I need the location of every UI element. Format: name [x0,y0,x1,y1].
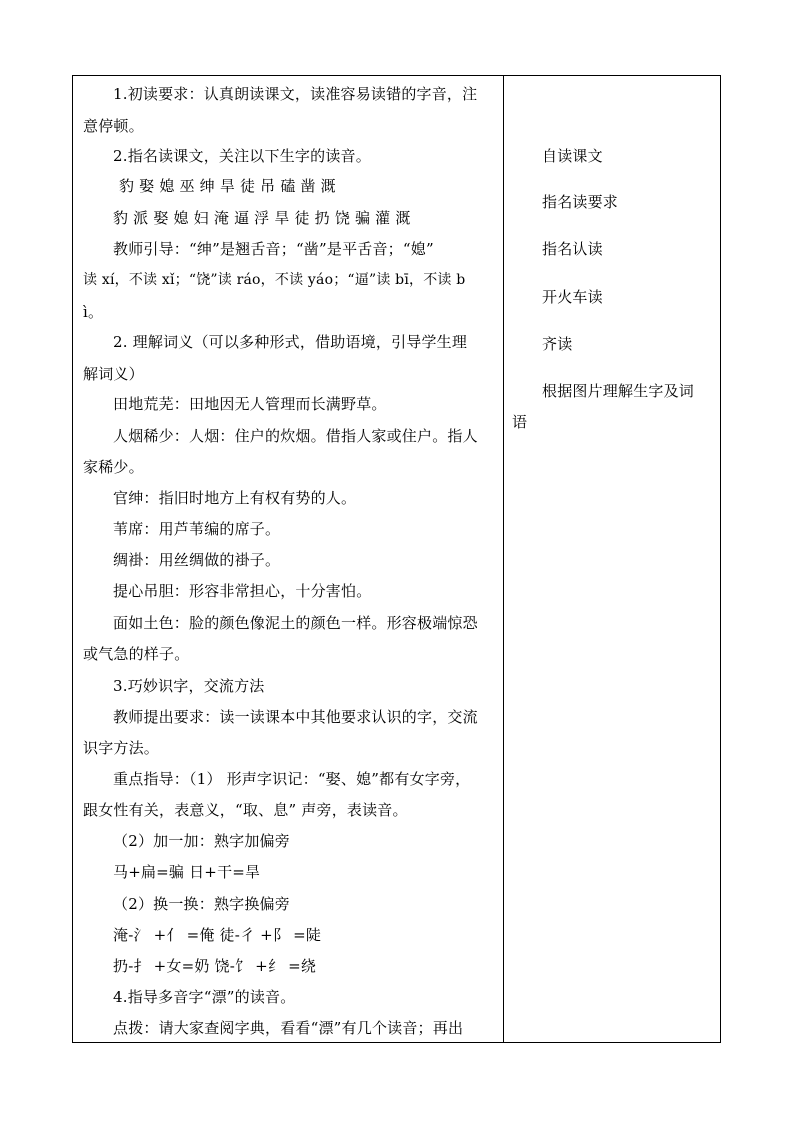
text-line: 苇席：用芦苇编的席子。 [113,520,281,538]
text-line: （2）加一加：熟字加偏旁 [113,832,290,850]
text-line: 教师引导：“绅”是翘舌音；“凿”是平舌音；“媳” [113,240,434,258]
text-line: 2.指名读课文，关注以下生字的读音。 [113,147,371,165]
text-line: 跟女性有关，表意义，“取、息” 声旁，表读音。 [83,801,408,819]
activity-line: 开火车读 [542,288,603,306]
text-line: 马+扁=骗 日+干=旱 [113,863,261,881]
activity-line: 语 [512,413,528,431]
text-line: 扔-扌 +女=奶 饶-饣 +纟 =绕 [113,957,317,975]
text-line: 教师提出要求：读一读课本中其他要求认识的字，交流 [113,708,478,726]
column-divider [503,76,504,1042]
text-line: 家稀少。 [83,458,144,476]
text-line: 或气急的样子。 [83,645,190,663]
text-line: 豹 娶 媳 巫 绅 旱 徒 吊 磕 凿 溉 [119,177,336,195]
text-line: 官绅：指旧时地方上有权有势的人。 [113,489,357,507]
text-line: 1.初读要求：认真朗读课文，读准容易读错的字音，注 [113,85,478,103]
text-line: 意停顿。 [83,117,144,135]
text-line: 4.指导多音字“漂”的读音。 [113,988,296,1006]
text-line: 识字方法。 [83,739,160,757]
text-line: 提心吊胆：形容非常担心，十分害怕。 [113,582,372,600]
activity-line: 齐读 [542,335,573,353]
activity-line: 自读课文 [542,147,603,165]
lesson-table [72,75,721,1043]
text-line: 3.巧妙识字，交流方法 [113,677,265,695]
text-line: 人烟稀少：人烟：住户的炊烟。借指人家或住户。指人 [113,427,478,445]
activity-line: 根据图片理解生字及词 [542,382,695,400]
text-line: 点拨：请大家查阅字典，看看“漂”有几个读音；再出 [113,1019,464,1037]
text-line: 解词义） [83,365,144,383]
text-line: 淹-氵 +亻 =俺 徒-彳 +阝 =陡 [113,926,322,944]
text-line: ì。 [83,303,104,321]
activity-line: 指名读要求 [542,193,619,211]
text-line: 2. 理解词义（可以多种形式，借助语境，引导学生理 [113,333,468,351]
text-line: 面如土色：脸的颜色像泥土的颜色一样。形容极端惊恐 [113,614,478,632]
text-line: 豹 派 娶 媳 妇 淹 逼 浮 旱 徒 扔 饶 骗 灌 溉 [113,209,411,227]
text-line: 田地荒芜：田地因无人管理而长满野草。 [113,395,387,413]
text-line: 读 xí，不读 xǐ；“饶”读 ráo，不读 yáo；“逼”读 bī，不读 b [83,272,466,288]
activity-line: 指名认读 [542,240,603,258]
text-line: （2）换一换：熟字换偏旁 [113,895,290,913]
text-line: 重点指导：（1） 形声字识记：“娶、媳”都有女字旁， [113,770,471,788]
text-line: 绸褂：用丝绸做的褂子。 [113,551,281,569]
